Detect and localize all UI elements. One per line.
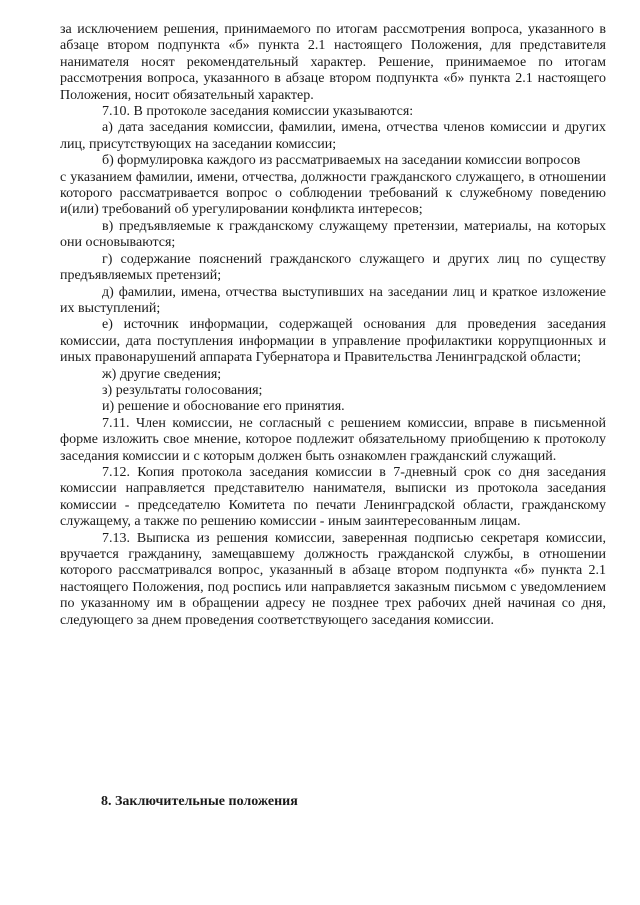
paragraph: 7.10. В протоколе заседания комиссии указываются:: [102, 104, 414, 120]
paragraph: и) решение и обоснование его принятия.: [102, 399, 345, 415]
paragraph: за исключением решения, принимаемого по итогам рассмотрения вопроса, указанного в абзаце втором подпункта «б» пункта 2.1 настоящего Положения, для представителя нанимателя носят рекомендательный характер. Решение, принимаемое по итогам рассмотрения вопроса, указанного в абзаце втором подпункта «б» пункта 2.1 настоящего Положения, носит обязательный характер.: [60, 22, 606, 103]
paragraph: 7.13. Выписка из решения комиссии, заверенная подписью секретаря комиссии, вручается гражданину, замещавшему должность гражданской службы, в отношении которого рассматривался вопрос, указанный в абзаце втором подпункта «б» пункта 2.1 настоящего Положения, под роспись или направляется заказным письмом с уведомлением по указанному им в обращении адресу не позднее трех рабочих дней начиная со дня, следующего за днем проведения соответствующего заседания комиссии.: [60, 530, 606, 628]
paragraph: г) содержание пояснений гражданского служащего и других лиц по существу предъявляемых претензий;: [60, 251, 606, 284]
paragraph: д) фамилии, имена, отчества выступивших на заседании лиц и краткое изложение их выступлений;: [60, 284, 606, 316]
paragraph: с указанием фамилии, имени, отчества, должности гражданского служащего, в отношении которого рассматривается вопрос о соблюдении требований к служебному поведению и(или) требований об урегулировании конфликта интересов;: [60, 169, 606, 218]
document-body: [60, 22, 606, 629]
paragraph: з) результаты голосования;: [102, 382, 263, 398]
paragraph: в) предъявляемые к гражданскому служащему претензии, материалы, на которых они основываются;: [60, 218, 606, 251]
paragraph: б) формулировка каждого из рассматриваемых на заседании комиссии вопросов: [102, 153, 581, 169]
paragraph: 7.11. Член комиссии, не согласный с решением комиссии, вправе в письменной форме изложить свое мнение, которое подлежит обязательному приобщению к протоколу заседания комиссии и с которым должен быть ознакомлен гражданский служащий.: [60, 415, 606, 464]
paragraph: е) источник информации, содержащей основания для проведения заседания комиссии, дата поступления информации в управление профилактики коррупционных и иных правонарушений аппарата Губернатора и Правительства Ленинградской области;: [60, 317, 606, 366]
section-heading: 8. Заключительные положения: [101, 794, 298, 809]
paragraph: 7.12. Копия протокола заседания комиссии в 7-дневный срок со дня заседания комиссии направляется представителю нанимателя, выписки из протокола заседания комиссии - председателю Комитета по печати Ленинградской области, гражданскому служащему, а также по решению комиссии - иным заинтересованным лицам.: [60, 464, 606, 530]
paragraph: ж) другие сведения;: [102, 366, 222, 382]
paragraph: а) дата заседания комиссии, фамилии, имена, отчества членов комиссии и других лиц, присутствующих на заседании комиссии;: [60, 120, 606, 152]
